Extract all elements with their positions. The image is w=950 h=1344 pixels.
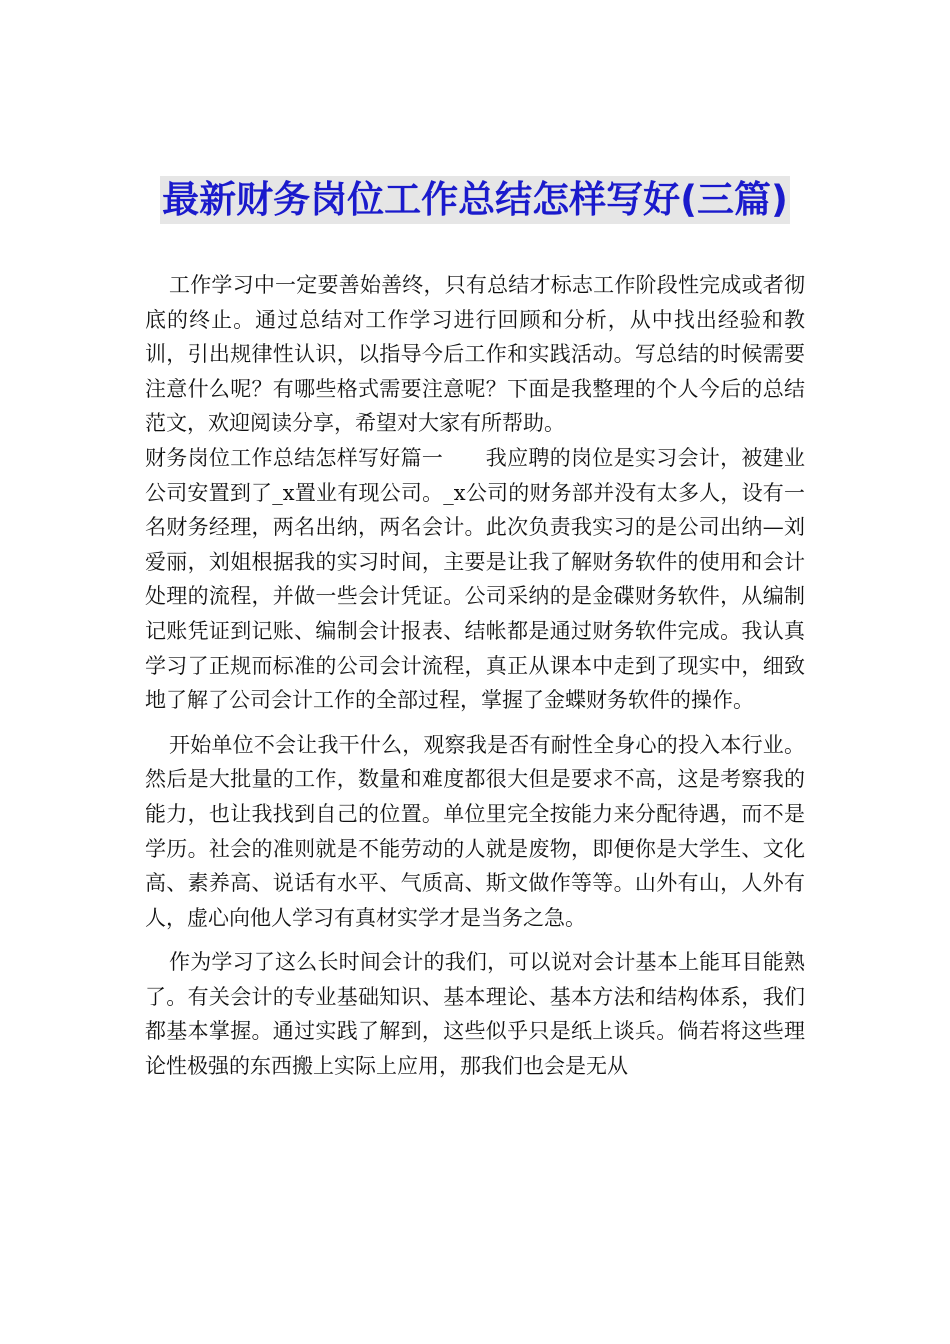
paragraph-accounting-study: 作为学习了这么长时间会计的我们，可以说对会计基本上能耳目能熟了。有关会计的专业基础知识、基本理论、基本方法和结构体系，我们都基本掌握。通过实践了解到，这些似乎只是纸上谈兵。倘若将这些理论性极强的东西搬上实际上应用，那我们也会是无从 (145, 950, 805, 1079)
paragraph-intro: 工作学习中一定要善始善终，只有总结才标志工作阶段性完成或者彻底的终止。通过总结对工作学习进行回顾和分析，从中找出经验和教训，引出规律性认识，以指导今后工作和实践活动。写总结的时候需要注意什么呢？有哪些格式需要注意呢？下面是我整理的个人今后的总结范文，欢迎阅读分享，希望对大家有所帮助。 (145, 273, 805, 436)
document-title: 最新财务岗位工作总结怎样写好(三篇) (160, 176, 790, 224)
paragraph-work-start: 开始单位不会让我干什么，观察我是否有耐性全身心的投入本行业。然后是大批量的工作，数量和难度都很大但是要求不高，这是考察我的能力，也让我找到自己的位置。单位里完全按能力来分配待遇，而不是学历。社会的准则就是不能劳动的人就是废物，即便你是大学生、文化高、素养高、说话有水平、气质高、斯文做作等等。山外有山，人外有人，虚心向他人学习有真材实学才是当务之急。 (145, 732, 805, 930)
title-container (0, 176, 950, 224)
paragraph-section-one: 财务岗位工作总结怎样写好篇一 我应聘的岗位是实习会计，被建业公司安置到了_x置业有现公司。_x公司的财务部并没有太多人，设有一名财务经理，两名出纳，两名会计。此次负责我实习的是公司出纳—刘爱丽，刘姐根据我的实习时间，主要是让我了解财务软件的使用和会计处理的流程，并做一些会计凭证。公司采纳的是金碟财务软件，从编制记账凭证到记账、编制会计报表、结帐都是通过财务软件完成。我认真学习了正规而标准的公司会计流程，真正从课本中走到了现实中，细致地了解了公司会计工作的全部过程，掌握了金蝶财务软件的操作。 (145, 445, 805, 713)
document-body (145, 268, 805, 1084)
